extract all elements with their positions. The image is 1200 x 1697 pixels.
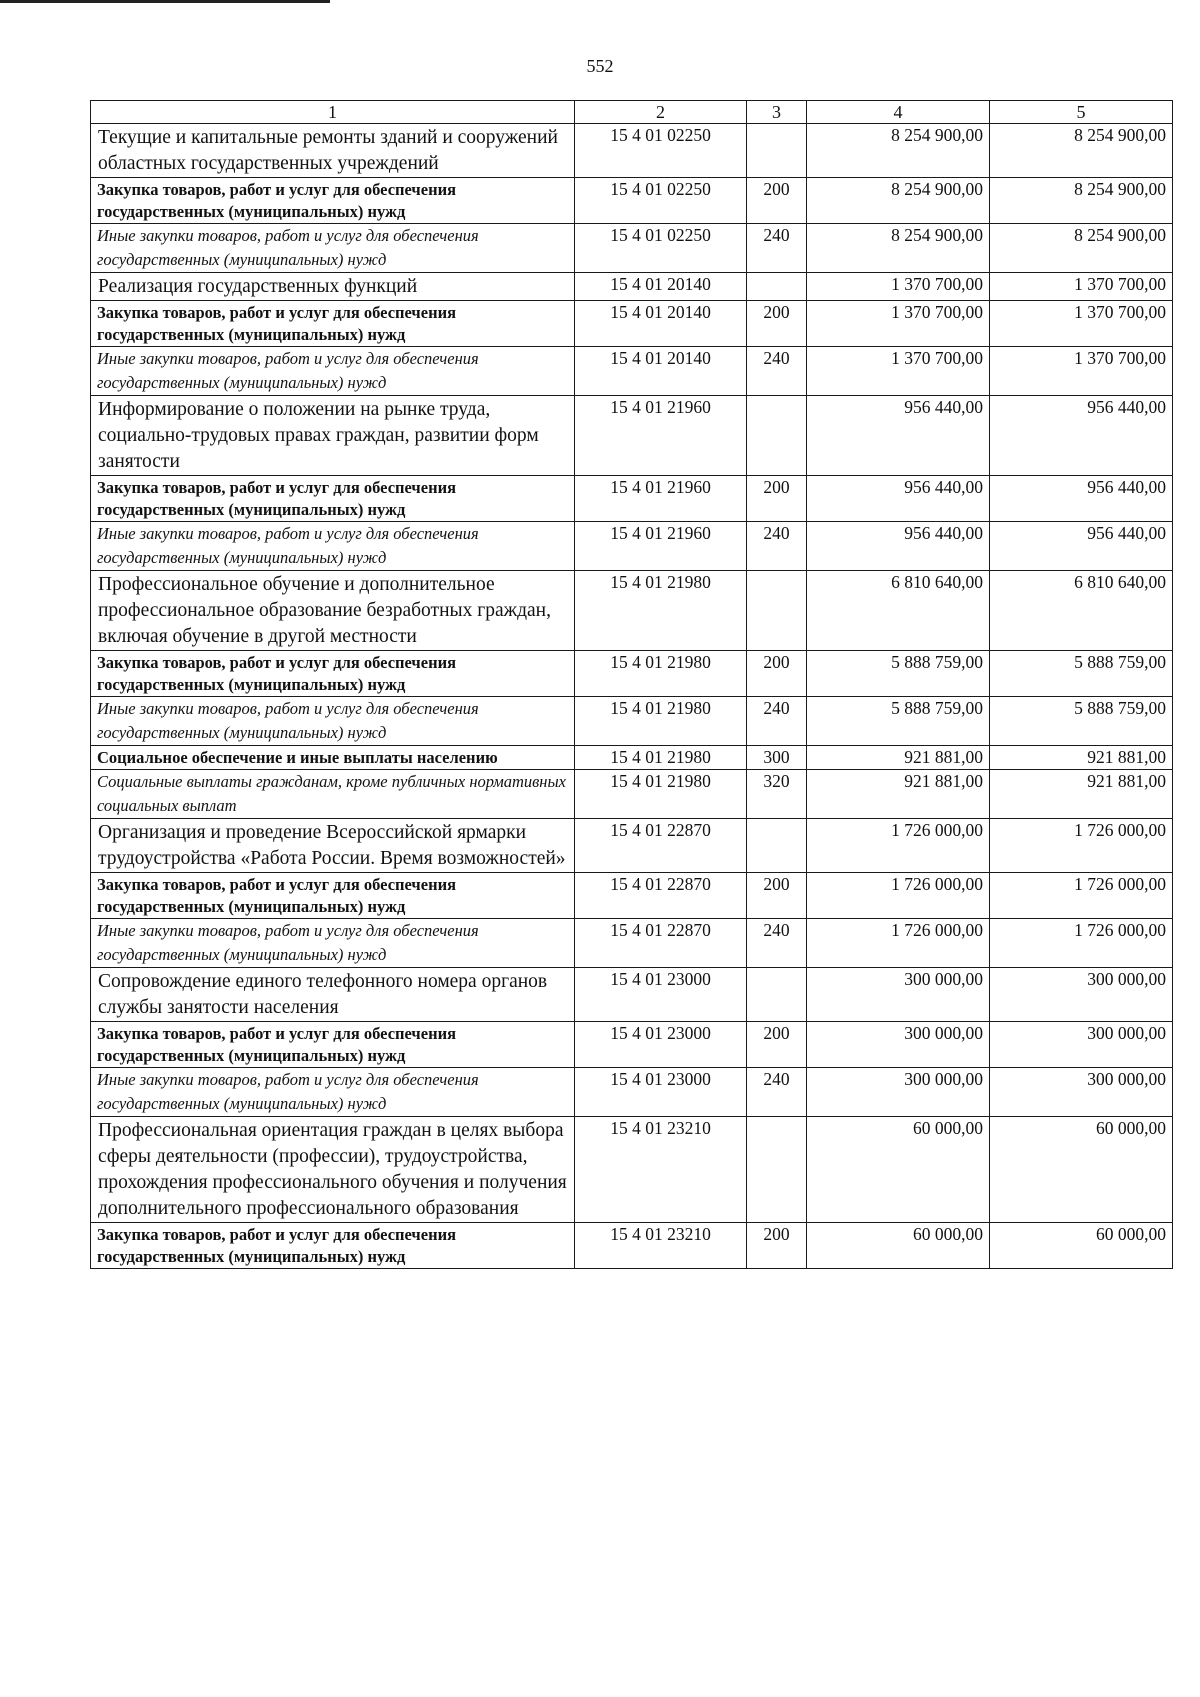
row-sum1: 300 000,00	[807, 1022, 990, 1068]
table-row	[91, 224, 1173, 273]
row-name: Закупка товаров, работ и услуг для обеспечения государственных (муниципальных) нужд	[91, 1223, 575, 1269]
row-type: 240	[747, 224, 807, 273]
row-sum1: 6 810 640,00	[807, 571, 990, 651]
table-row	[91, 873, 1173, 919]
table-row	[91, 301, 1173, 347]
table-row	[91, 571, 1173, 651]
row-sum1: 956 440,00	[807, 522, 990, 571]
row-type	[747, 1117, 807, 1223]
row-name: Закупка товаров, работ и услуг для обеспечения государственных (муниципальных) нужд	[91, 1022, 575, 1068]
header-cell-sum2: 5	[990, 101, 1173, 124]
row-code: 15 4 01 02250	[575, 224, 747, 273]
row-name: Информирование о положении на рынке труда, социально-трудовых правах граждан, развитии форм занятости	[91, 396, 575, 476]
row-code: 15 4 01 21960	[575, 476, 747, 522]
row-sum1: 1 726 000,00	[807, 919, 990, 968]
row-sum2: 956 440,00	[990, 522, 1173, 571]
row-code: 15 4 01 20140	[575, 273, 747, 301]
row-sum1: 1 370 700,00	[807, 301, 990, 347]
row-sum2: 956 440,00	[990, 396, 1173, 476]
row-code: 15 4 01 21980	[575, 697, 747, 746]
row-sum1: 956 440,00	[807, 476, 990, 522]
row-sum2: 5 888 759,00	[990, 697, 1173, 746]
table-body	[91, 124, 1173, 1269]
page-number: 552	[586, 56, 614, 76]
row-code: 15 4 01 23210	[575, 1117, 747, 1223]
row-name: Иные закупки товаров, работ и услуг для обеспечения государственных (муниципальных) нужд	[91, 919, 575, 968]
row-sum2: 1 370 700,00	[990, 273, 1173, 301]
row-code: 15 4 01 21960	[575, 522, 747, 571]
header-cell-code: 2	[575, 101, 747, 124]
row-sum2: 1 370 700,00	[990, 347, 1173, 396]
row-sum2: 300 000,00	[990, 1068, 1173, 1117]
row-name: Закупка товаров, работ и услуг для обеспечения государственных (муниципальных) нужд	[91, 178, 575, 224]
row-name: Иные закупки товаров, работ и услуг для обеспечения государственных (муниципальных) нужд	[91, 697, 575, 746]
row-name: Закупка товаров, работ и услуг для обеспечения государственных (муниципальных) нужд	[91, 873, 575, 919]
row-sum1: 1 726 000,00	[807, 819, 990, 873]
row-code: 15 4 01 23000	[575, 1068, 747, 1117]
table-row	[91, 178, 1173, 224]
row-code: 15 4 01 21980	[575, 651, 747, 697]
row-type	[747, 124, 807, 178]
row-code: 15 4 01 20140	[575, 301, 747, 347]
row-code: 15 4 01 22870	[575, 919, 747, 968]
row-type	[747, 968, 807, 1022]
row-name: Иные закупки товаров, работ и услуг для обеспечения государственных (муниципальных) нужд	[91, 224, 575, 273]
row-sum2: 5 888 759,00	[990, 651, 1173, 697]
row-sum1: 300 000,00	[807, 1068, 990, 1117]
table-row	[91, 1068, 1173, 1117]
row-code: 15 4 01 02250	[575, 124, 747, 178]
row-type: 240	[747, 347, 807, 396]
table-row	[91, 1223, 1173, 1269]
row-name: Закупка товаров, работ и услуг для обеспечения государственных (муниципальных) нужд	[91, 651, 575, 697]
row-type: 200	[747, 1223, 807, 1269]
row-type: 240	[747, 919, 807, 968]
table-row	[91, 919, 1173, 968]
row-code: 15 4 01 02250	[575, 178, 747, 224]
row-name: Закупка товаров, работ и услуг для обеспечения государственных (муниципальных) нужд	[91, 476, 575, 522]
table-row	[91, 124, 1173, 178]
table-row	[91, 522, 1173, 571]
row-sum1: 5 888 759,00	[807, 697, 990, 746]
row-type: 200	[747, 1022, 807, 1068]
row-type: 200	[747, 873, 807, 919]
row-type: 200	[747, 178, 807, 224]
row-sum1: 8 254 900,00	[807, 224, 990, 273]
table-row	[91, 651, 1173, 697]
row-name: Закупка товаров, работ и услуг для обеспечения государственных (муниципальных) нужд	[91, 301, 575, 347]
header-cell-name: 1	[91, 101, 575, 124]
row-code: 15 4 01 20140	[575, 347, 747, 396]
row-type: 200	[747, 476, 807, 522]
row-type: 300	[747, 746, 807, 770]
table-row	[91, 819, 1173, 873]
row-code: 15 4 01 23210	[575, 1223, 747, 1269]
row-sum2: 956 440,00	[990, 476, 1173, 522]
row-type: 240	[747, 1068, 807, 1117]
row-sum2: 921 881,00	[990, 746, 1173, 770]
scan-edge-line	[0, 0, 330, 3]
row-name: Социальные выплаты гражданам, кроме публичных нормативных социальных выплат	[91, 770, 575, 819]
table-row	[91, 770, 1173, 819]
row-code: 15 4 01 21980	[575, 770, 747, 819]
row-type: 200	[747, 651, 807, 697]
row-sum1: 1 726 000,00	[807, 873, 990, 919]
row-code: 15 4 01 23000	[575, 968, 747, 1022]
row-sum1: 956 440,00	[807, 396, 990, 476]
row-sum2: 921 881,00	[990, 770, 1173, 819]
row-sum1: 5 888 759,00	[807, 651, 990, 697]
row-sum1: 1 370 700,00	[807, 273, 990, 301]
row-sum2: 60 000,00	[990, 1117, 1173, 1223]
row-type: 240	[747, 522, 807, 571]
row-name: Организация и проведение Всероссийской ярмарки трудоустройства «Работа России. Время возможностей»	[91, 819, 575, 873]
row-type: 320	[747, 770, 807, 819]
row-type	[747, 571, 807, 651]
table-row	[91, 273, 1173, 301]
table-row	[91, 968, 1173, 1022]
table-row	[91, 347, 1173, 396]
row-sum1: 1 370 700,00	[807, 347, 990, 396]
row-sum1: 300 000,00	[807, 968, 990, 1022]
row-sum2: 8 254 900,00	[990, 178, 1173, 224]
table-row	[91, 1022, 1173, 1068]
row-type	[747, 273, 807, 301]
row-sum1: 921 881,00	[807, 746, 990, 770]
row-code: 15 4 01 21980	[575, 746, 747, 770]
row-name: Сопровождение единого телефонного номера органов службы занятости населения	[91, 968, 575, 1022]
row-sum1: 60 000,00	[807, 1223, 990, 1269]
row-sum1: 8 254 900,00	[807, 178, 990, 224]
row-sum2: 1 726 000,00	[990, 919, 1173, 968]
row-sum2: 1 726 000,00	[990, 819, 1173, 873]
table-row	[91, 1117, 1173, 1223]
table-row	[91, 476, 1173, 522]
row-code: 15 4 01 22870	[575, 819, 747, 873]
row-sum2: 6 810 640,00	[990, 571, 1173, 651]
row-sum2: 1 370 700,00	[990, 301, 1173, 347]
row-name: Социальное обеспечение и иные выплаты населению	[91, 746, 575, 770]
row-sum1: 8 254 900,00	[807, 124, 990, 178]
header-cell-type: 3	[747, 101, 807, 124]
row-type: 200	[747, 301, 807, 347]
row-type: 240	[747, 697, 807, 746]
budget-table	[90, 100, 1173, 1269]
row-name: Иные закупки товаров, работ и услуг для обеспечения государственных (муниципальных) нужд	[91, 347, 575, 396]
row-sum2: 1 726 000,00	[990, 873, 1173, 919]
row-name: Реализация государственных функций	[91, 273, 575, 301]
row-sum2: 300 000,00	[990, 1022, 1173, 1068]
row-sum2: 300 000,00	[990, 968, 1173, 1022]
row-code: 15 4 01 21980	[575, 571, 747, 651]
row-sum1: 921 881,00	[807, 770, 990, 819]
row-code: 15 4 01 22870	[575, 873, 747, 919]
row-code: 15 4 01 21960	[575, 396, 747, 476]
row-name: Профессиональная ориентация граждан в целях выбора сферы деятельности (профессии), трудоустройства, прохождения профессионального обучения и получения дополнительного профессионального образования	[91, 1117, 575, 1223]
row-code: 15 4 01 23000	[575, 1022, 747, 1068]
row-name: Иные закупки товаров, работ и услуг для обеспечения государственных (муниципальных) нужд	[91, 1068, 575, 1117]
table-row	[91, 697, 1173, 746]
row-sum2: 8 254 900,00	[990, 224, 1173, 273]
row-sum2: 8 254 900,00	[990, 124, 1173, 178]
table-row	[91, 396, 1173, 476]
row-sum1: 60 000,00	[807, 1117, 990, 1223]
row-name: Профессиональное обучение и дополнительное профессиональное образование безработных граждан, включая обучение в другой местности	[91, 571, 575, 651]
table-row	[91, 746, 1173, 770]
row-type	[747, 396, 807, 476]
header-row	[91, 101, 1173, 124]
header-cell-sum1: 4	[807, 101, 990, 124]
row-name: Иные закупки товаров, работ и услуг для обеспечения государственных (муниципальных) нужд	[91, 522, 575, 571]
row-sum2: 60 000,00	[990, 1223, 1173, 1269]
row-type	[747, 819, 807, 873]
row-name: Текущие и капитальные ремонты зданий и сооружений областных государственных учреждений	[91, 124, 575, 178]
